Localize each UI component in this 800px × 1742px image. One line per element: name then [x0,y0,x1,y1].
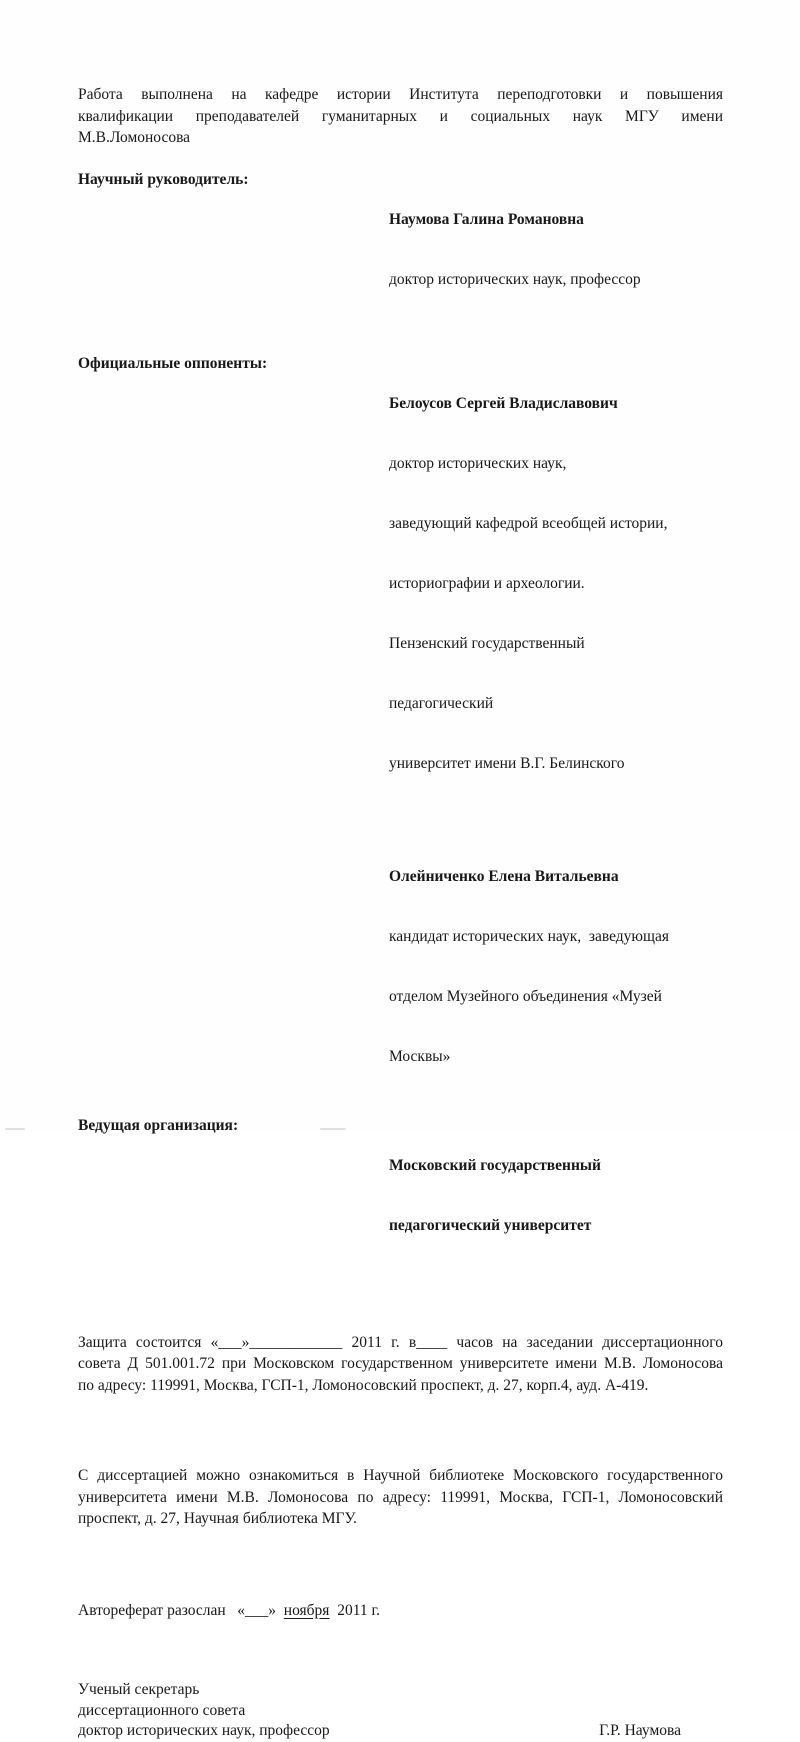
secretary-signature: Г.Р. Наумова [599,1722,681,1739]
opponent2-name: Олейниченко Елена Витальевна [389,867,619,885]
leading-org-line: педагогический университет [389,1216,592,1234]
abstract-sent-line [78,1600,723,1622]
defense-line: совета Д 501.001.72 при Московском государственном университете имени М.В. Ломоносова [78,1355,723,1372]
opponent1-line: доктор исторических наук, [389,454,567,472]
supervisor-degree: доктор исторических наук, профессор [389,270,641,288]
opponent1-line: педагогический [389,694,494,712]
opponent1-line: историографии и археологии. [389,574,585,592]
leading-org-line: Московский государственный [389,1156,601,1174]
opponent2-label-spacer [78,827,389,1107]
opponents-row [78,354,723,814]
opponent2-line: отделом Музейного объединения «Музей [389,987,662,1005]
abstract-sent-month: ноября [283,1601,330,1619]
supervisor-row [78,170,723,330]
opponent1-name: Белоусов Сергей Владиславович [389,394,618,412]
library-paragraph [78,1465,723,1530]
secretary-line: доктор исторических наук, профессор [78,1722,330,1739]
affiliation-paragraph [78,84,723,149]
defense-line: по адресу: 119991, Москва, ГСП-1, Ломоносовский проспект, д. 27, корп.4, ауд. А-419. [78,1376,649,1394]
defense-paragraph [78,1332,723,1397]
supervisor-details [389,170,723,330]
affiliation-line: М.В.Ломоносова [78,129,191,146]
affiliation-line: квалификации преподавателей гуманитарных и социальных наук МГУ имени [78,107,723,125]
opponent2-row [78,827,723,1107]
leading-org-details [389,1116,723,1276]
opponent2-line: кандидат исторических наук, заведующая [389,927,669,945]
library-line: С диссертацией можно ознакомиться в Научной библиотеке Московского государственного [78,1467,723,1484]
secretary-line: диссертационного совета [78,1701,246,1719]
leading-org-label: Ведущая организация: [78,1116,239,1134]
opponent1-line: Пензенский государственный [389,634,585,652]
opponent1-line: университет имени В.Г. Белинского [389,754,625,772]
scan-artifact [320,1128,346,1130]
abstract-sent-suffix: 2011 г. [329,1601,380,1619]
opponents-label: Официальные оппоненты: [78,354,268,372]
library-line: университета имени М.В. Ломоносова по адресу: 119991, Москва, ГСП-1, Ломоносовский [78,1488,723,1506]
scan-artifact [5,1128,25,1130]
supervisor-label: Научный руководитель: [78,170,249,188]
opponent2-line: Москвы» [389,1047,451,1065]
opponent2-details [389,827,723,1107]
abstract-sent-prefix: Автореферат разослан «___» [78,1601,284,1619]
defense-line: Защита состоится «___»____________ 2011 г. в____ часов на заседании диссертационного [78,1333,723,1351]
opponent1-details [389,354,723,814]
opponent1-line: заведующий кафедрой всеобщей истории, [389,514,668,532]
secretary-block [78,1680,723,1742]
affiliation-line: Работа выполнена на кафедре истории Института переподготовки и повышения [78,86,723,103]
library-line: проспект, д. 27, Научная библиотека МГУ. [78,1510,357,1527]
leading-org-row [78,1116,723,1276]
supervisor-name: Наумова Галина Романовна [389,210,584,228]
secretary-line: Ученый секретарь [78,1681,200,1698]
